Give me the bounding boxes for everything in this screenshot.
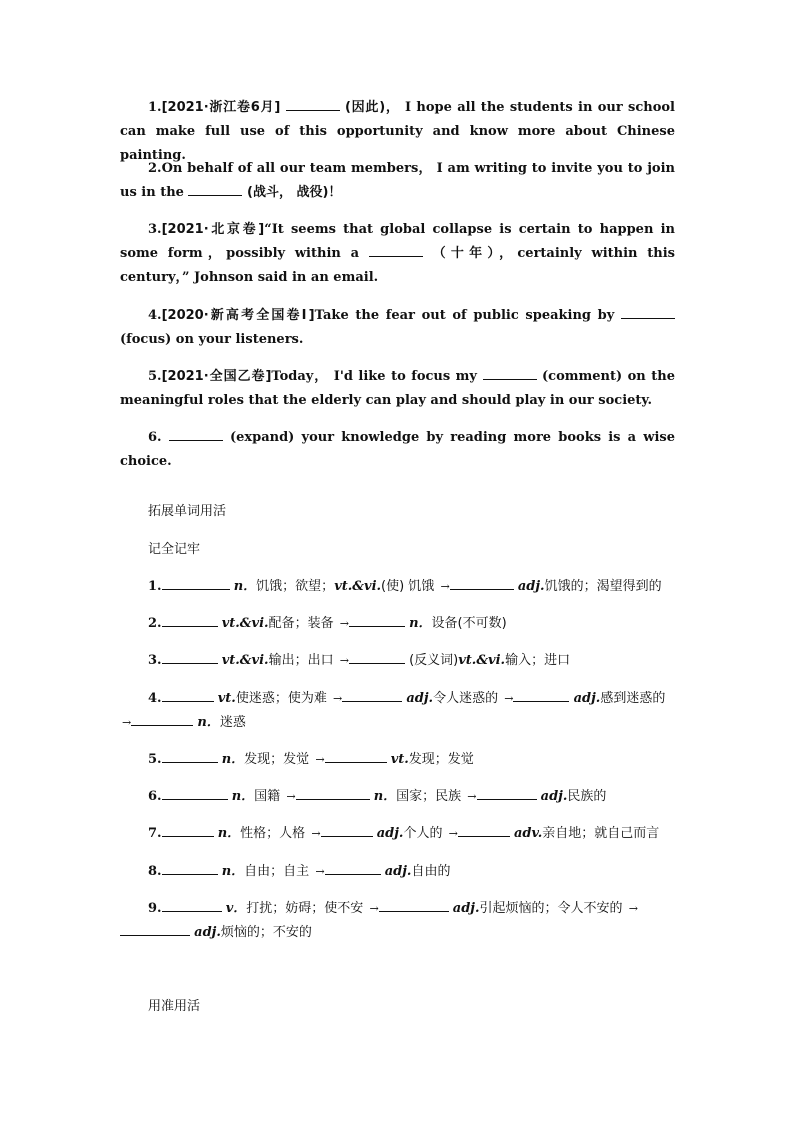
answer-blank[interactable]	[349, 651, 405, 664]
vocab-row-1: 1. n．饥饿；欲望；vt.&vi.(使) 饥饿 → adj.饥饿的；渴望得到的	[148, 579, 662, 594]
answer-blank[interactable]	[162, 862, 218, 875]
answer-blank[interactable]	[162, 651, 218, 664]
section-subheading: 记全记牢	[148, 542, 201, 557]
answer-blank[interactable]	[342, 689, 402, 702]
arrow-icon: →	[122, 716, 130, 729]
answer-blank[interactable]	[188, 183, 242, 196]
arrow-icon: →	[504, 692, 512, 705]
vocab-row-3: 3. vt.&vi.输出；出口 → (反义词)vt.&vi.输入；进口	[148, 653, 571, 668]
vocab-row-8: 8. n．自由；自主 → adj.自由的	[148, 864, 451, 879]
answer-blank[interactable]	[369, 244, 423, 257]
arrow-icon: →	[286, 790, 294, 803]
answer-blank[interactable]	[131, 713, 193, 726]
vocab-row-6: 6. n．国籍 → n．国家；民族 → adj.民族的	[148, 789, 607, 804]
answer-blank[interactable]	[325, 750, 387, 763]
vocab-row-9: 9. v．打扰；妨碍；使不安 → adj.引起烦恼的；令人不安的 → adj.烦恼的；不安的	[120, 897, 680, 945]
answer-blank[interactable]	[162, 689, 214, 702]
exercise-3: 3.[2021·北京卷]“It seems that global collapse is certain to happen in some form，possibly within a （十年），certainly within this century，” Johnson said in an email.	[120, 222, 675, 285]
answer-blank[interactable]	[162, 899, 222, 912]
answer-blank[interactable]	[458, 824, 510, 837]
arrow-icon: →	[467, 790, 475, 803]
exercise-1: 1.[2021·浙江卷6月] (因此)， I hope all the students in our school can make full use of this opportunity and know more about Chinese painting.	[120, 100, 675, 163]
answer-blank[interactable]	[379, 899, 449, 912]
arrow-icon: →	[628, 902, 636, 915]
exercise-4: 4.[2020·新高考全国卷Ⅰ]Take the fear out of public speaking by (focus) on your listeners.	[120, 304, 675, 352]
answer-blank[interactable]	[513, 689, 569, 702]
answer-blank[interactable]	[321, 824, 373, 837]
answer-blank[interactable]	[450, 577, 514, 590]
answer-blank[interactable]	[325, 862, 381, 875]
exercise-6: 6. (expand) your knowledge by reading more books is a wise choice.	[120, 430, 675, 469]
vocab-row-2: 2. vt.&vi.配备；装备 → n．设备(不可数)	[148, 616, 507, 631]
section-heading: 拓展单词用活	[148, 504, 227, 519]
answer-blank[interactable]	[477, 787, 537, 800]
exercise-2: 2.On behalf of all our team members， I am writing to invite you to join us in the (战斗， 战役)！	[120, 161, 675, 200]
section-heading: 用准用活	[148, 999, 201, 1014]
answer-blank[interactable]	[162, 750, 218, 763]
vocab-row-4: 4. vt.使迷惑；使为难 → adj.令人迷惑的 → adj.感到迷惑的 → n．迷惑	[122, 691, 666, 730]
answer-blank[interactable]	[162, 824, 214, 837]
answer-blank[interactable]	[296, 787, 370, 800]
answer-blank[interactable]	[162, 614, 218, 627]
answer-blank[interactable]	[120, 923, 190, 936]
vocab-row-5: 5. n．发现；发觉 → vt.发现；发觉	[148, 752, 474, 767]
answer-blank[interactable]	[349, 614, 405, 627]
arrow-icon: →	[448, 827, 456, 840]
answer-blank[interactable]	[286, 98, 340, 111]
answer-blank[interactable]	[483, 367, 537, 380]
arrow-icon: →	[339, 617, 347, 630]
arrow-icon: →	[369, 902, 377, 915]
answer-blank[interactable]	[162, 577, 230, 590]
arrow-icon: →	[332, 692, 341, 705]
arrow-icon: →	[315, 865, 323, 878]
answer-blank[interactable]	[162, 787, 228, 800]
arrow-icon: →	[311, 827, 319, 840]
exercise-5: 5.[2021·全国乙卷]Today， I'd like to focus my (comment) on the meaningful roles that the elderly can play and should play in our society.	[120, 369, 675, 408]
vocab-row-7: 7. n．性格；人格 → adj.个人的 → adv.亲自地；就自己而言	[148, 826, 660, 841]
answer-blank[interactable]	[169, 428, 223, 441]
arrow-icon: →	[315, 753, 323, 766]
arrow-icon: →	[440, 580, 448, 593]
answer-blank[interactable]	[621, 306, 675, 319]
arrow-icon: →	[339, 654, 347, 667]
